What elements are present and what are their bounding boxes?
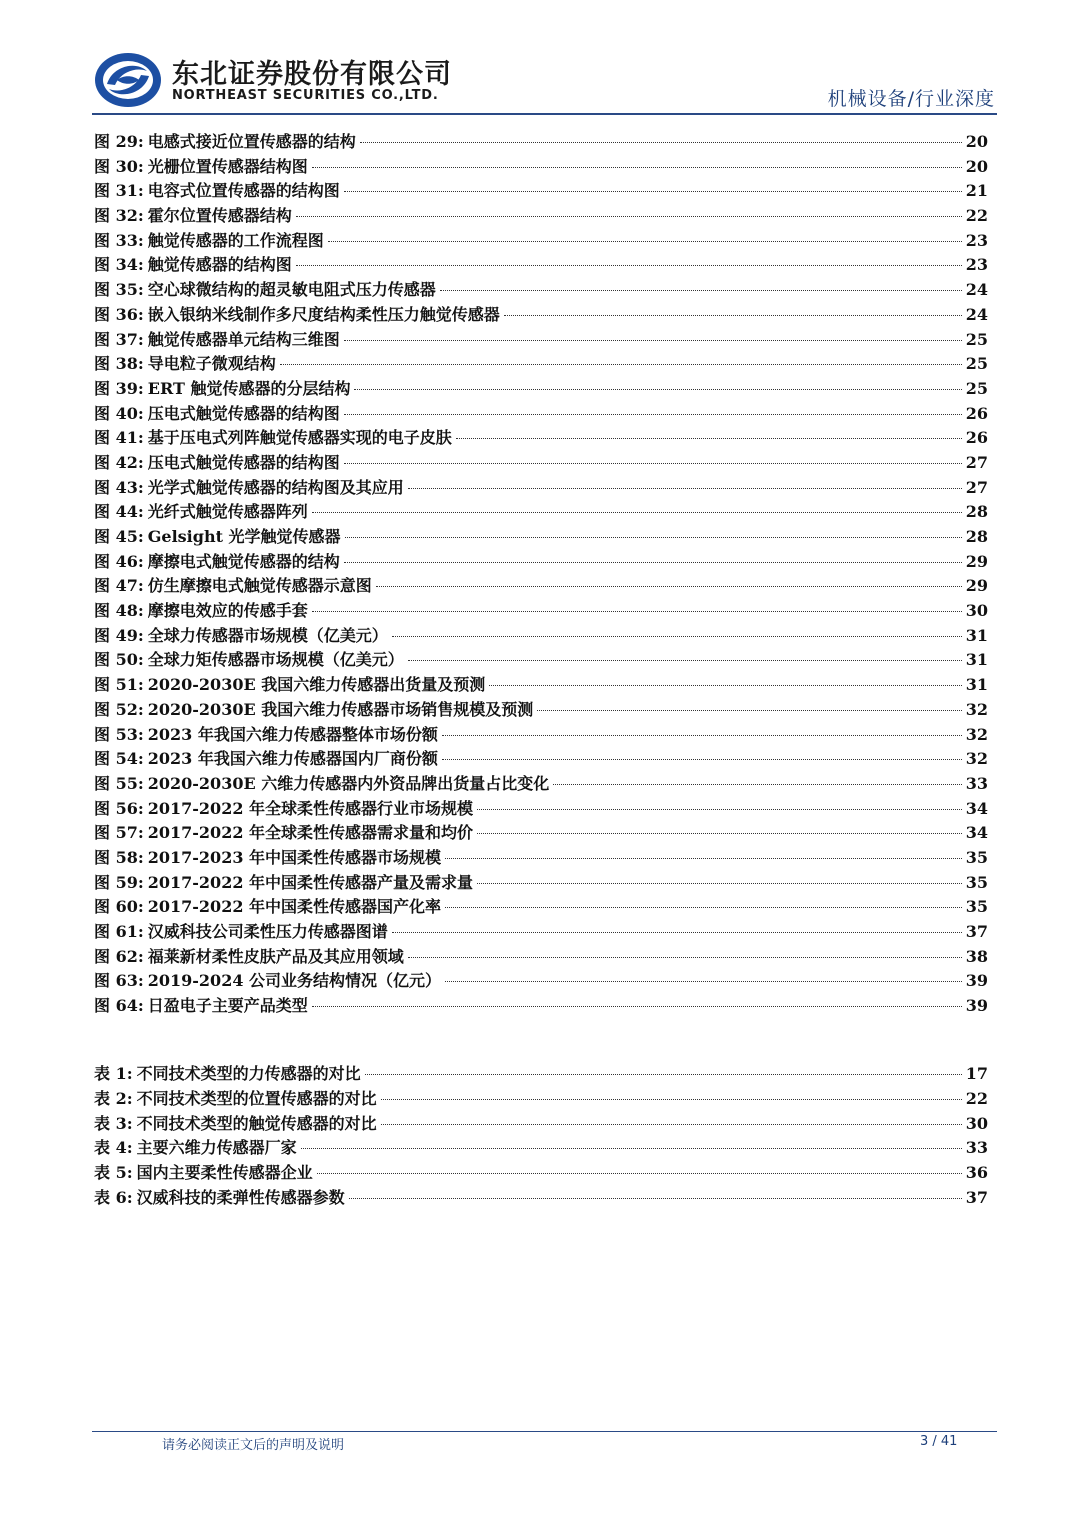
entry-title: 福莱新材柔性皮肤产品及其应用领域 [147,946,404,966]
entry-number: 图 58: [94,847,144,867]
figure-entry[interactable] [94,524,988,549]
figure-entry[interactable] [94,870,988,895]
dot-leader [344,414,962,415]
entry-page-number: 27 [965,452,988,472]
dot-leader [360,142,962,143]
dot-leader [445,858,962,859]
entry-page-number: 27 [965,477,988,497]
entry-page-number: 25 [965,329,988,349]
entry-page-number: 23 [965,230,988,250]
entry-number: 图 47: [94,576,144,596]
entry-title: 电容式位置传感器的结构图 [147,181,340,201]
company-name-cn: 东北证券股份有限公司 [172,59,452,90]
entry-title: 主要六维力传感器厂家 [136,1138,297,1158]
table-list [94,1061,988,1210]
dot-leader [408,660,962,661]
dot-leader [408,957,962,958]
figure-entry[interactable] [94,598,988,623]
entry-title: 基于压电式列阵触觉传感器实现的电子皮肤 [147,428,452,448]
entry-page-number: 24 [965,304,988,324]
entry-page-number: 28 [965,502,988,522]
dot-leader [345,537,962,538]
dot-leader [344,340,962,341]
entry-page-number: 24 [965,280,988,300]
entry-title: 汉威科技的柔弹性传感器参数 [136,1187,345,1207]
dot-leader [445,981,962,982]
figure-list [94,129,988,1018]
dot-leader [312,611,962,612]
dot-leader [301,1148,962,1149]
entry-number: 图 60: [94,897,144,917]
figure-entry[interactable] [94,475,988,500]
entry-title: 空心球微结构的超灵敏电阻式压力传感器 [147,280,436,300]
entry-number: 图 45: [94,527,144,546]
entry-title: 电感式接近位置传感器的结构 [147,132,356,151]
entry-number: 图 56: [94,798,144,818]
entry-number: 图 55: [94,773,144,793]
figure-entry[interactable] [94,499,988,524]
table-entry[interactable] [94,1135,988,1160]
disclaimer-note: 请务必阅读正文后的声明及说明 [162,1438,345,1453]
dot-leader [317,1173,962,1174]
dot-leader [365,1074,962,1075]
footer-divider [92,1431,997,1432]
figure-entry[interactable] [94,228,988,253]
entry-page-number: 20 [965,132,988,151]
dot-leader [344,463,962,464]
figure-entry[interactable] [94,376,988,401]
entry-number: 图 54: [94,749,144,769]
figure-entry[interactable] [94,401,988,426]
dot-leader [477,883,962,884]
figure-entry[interactable] [94,203,988,228]
entry-number: 图 33: [94,230,144,250]
table-entry[interactable] [94,1160,988,1185]
figure-entry[interactable] [94,178,988,203]
entry-number: 图 44: [94,502,144,522]
entry-title: 全球力传感器市场规模（亿美元） [147,625,388,645]
dot-leader [456,438,962,439]
figure-entry[interactable] [94,154,988,179]
figure-entry[interactable] [94,277,988,302]
figure-entry[interactable] [94,672,988,697]
figure-entry[interactable] [94,450,988,475]
entry-page-number: 25 [965,378,988,398]
entry-title: 光栅位置传感器结构图 [147,156,308,176]
entry-title: Gelsight 光学触觉传感器 [147,527,341,546]
table-entry[interactable] [94,1061,988,1086]
entry-page-number: 39 [965,996,988,1016]
dot-leader [312,1006,962,1007]
entry-page-number: 31 [965,650,988,670]
figure-entry[interactable] [94,351,988,376]
entry-page-number: 33 [965,1138,988,1158]
entry-number: 图 62: [94,946,144,966]
dot-leader [354,389,961,390]
entry-title: 压电式触觉传感器的结构图 [147,452,340,472]
entry-title: 压电式触觉传感器的结构图 [147,403,340,423]
entry-title: 导电粒子微观结构 [147,354,276,374]
entry-title: 2020-2030E 我国六维力传感器市场销售规模及预测 [147,699,534,719]
entry-page-number: 37 [965,922,988,941]
entry-page-number: 26 [965,403,988,423]
entry-title: 2020-2030E 六维力传感器内外资品牌出货量占比变化 [147,773,550,793]
entry-title: 光纤式触觉传感器阵列 [147,502,308,522]
entry-number: 表 1: [94,1064,133,1083]
entry-title: 2023 年我国六维力传感器整体市场份额 [147,724,438,744]
entry-number: 图 50: [94,650,144,670]
entry-page-number: 29 [965,576,988,596]
entry-page-number: 35 [965,847,988,867]
page-number: 3 / 41 [920,1434,958,1449]
entry-page-number: 31 [965,675,988,695]
entry-page-number: 32 [965,724,988,744]
table-entry[interactable] [94,1111,988,1136]
figure-entry[interactable] [94,944,988,969]
dot-leader [280,364,962,365]
dot-leader [381,1099,962,1100]
entry-title: 光学式触觉传感器的结构图及其应用 [147,477,404,497]
entry-page-number: 30 [965,1113,988,1133]
entry-title: 2017-2022 年中国柔性传感器国产化率 [147,897,442,917]
figure-entry[interactable] [94,771,988,796]
dot-leader [537,710,962,711]
entry-title: 全球力矩传感器市场规模（亿美元） [147,650,404,670]
dot-leader [477,833,962,834]
entry-number: 图 64: [94,996,144,1016]
dot-leader [445,907,962,908]
figure-entry[interactable] [94,647,988,672]
company-name-en: NORTHEAST SECURITIES CO.,LTD. [172,88,439,103]
figure-entry[interactable] [94,425,988,450]
entry-number: 图 30: [94,156,144,176]
entry-number: 图 61: [94,922,144,941]
dot-leader [392,932,962,933]
figure-entry[interactable] [94,573,988,598]
entry-number: 图 37: [94,329,144,349]
entry-page-number: 21 [965,181,988,201]
dot-leader [328,241,962,242]
figure-entry[interactable] [94,252,988,277]
figure-entry[interactable] [94,623,988,648]
figure-entry[interactable] [94,845,988,870]
figure-entry[interactable] [94,722,988,747]
entry-number: 表 3: [94,1113,133,1133]
entry-page-number: 26 [965,428,988,448]
entry-number: 图 31: [94,181,144,201]
entry-title: 2020-2030E 我国六维力传感器出货量及预测 [147,675,486,695]
entry-number: 图 42: [94,452,144,472]
entry-number: 图 35: [94,280,144,300]
dot-leader [312,167,962,168]
dot-leader [344,191,962,192]
entry-number: 图 53: [94,724,144,744]
figure-entry[interactable] [94,820,988,845]
header-divider [92,113,997,115]
entry-number: 图 57: [94,823,144,843]
entry-number: 表 6: [94,1187,133,1207]
entry-title: 2017-2022 年全球柔性传感器需求量和均价 [147,823,474,843]
entry-number: 表 5: [94,1163,133,1183]
report-section-label: 机械设备/行业深度 [827,88,995,110]
entry-title: 2019-2024 公司业务结构情况（亿元） [147,971,442,991]
dot-leader [312,512,962,513]
entry-number: 图 29: [94,132,144,151]
entry-number: 图 52: [94,699,144,719]
entry-page-number: 17 [965,1064,988,1083]
entry-page-number: 34 [965,823,988,843]
entry-number: 图 40: [94,403,144,423]
entry-title: 摩擦电效应的传感手套 [147,601,308,621]
entry-title: 汉威科技公司柔性压力传感器图谱 [147,922,388,941]
entry-page-number: 22 [965,1088,988,1108]
dot-leader [553,784,962,785]
entry-number: 图 46: [94,551,144,571]
dot-leader [442,759,962,760]
figure-entry[interactable] [94,968,988,993]
entry-page-number: 39 [965,971,988,991]
entry-title: 不同技术类型的力传感器的对比 [136,1064,361,1083]
dot-leader [376,586,962,587]
entry-page-number: 35 [965,897,988,917]
table-entry[interactable] [94,1185,988,1210]
entry-page-number: 34 [965,798,988,818]
figure-entry[interactable] [94,549,988,574]
entry-title: 霍尔位置传感器结构 [147,206,292,226]
entry-number: 图 41: [94,428,144,448]
figure-entry[interactable] [94,697,988,722]
dot-leader [504,315,962,316]
entry-page-number: 38 [965,946,988,966]
entry-number: 图 38: [94,354,144,374]
entry-title: 日盈电子主要产品类型 [147,996,308,1016]
dot-leader [440,290,962,291]
entry-page-number: 29 [965,551,988,571]
entry-number: 图 51: [94,675,144,695]
entry-page-number: 32 [965,749,988,769]
entry-title: 触觉传感器单元结构三维图 [147,329,340,349]
entry-page-number: 23 [965,255,988,275]
dot-leader [296,265,962,266]
entry-title: 国内主要柔性传感器企业 [136,1163,313,1183]
entry-page-number: 36 [965,1163,988,1183]
figure-entry[interactable] [94,302,988,327]
entry-title: 2017-2023 年中国柔性传感器市场规模 [147,847,442,867]
entry-number: 图 49: [94,625,144,645]
entry-page-number: 22 [965,206,988,226]
entry-page-number: 28 [965,527,988,546]
northeast-securities-logo [93,51,163,109]
entry-title: 不同技术类型的触觉传感器的对比 [136,1113,377,1133]
entry-number: 图 36: [94,304,144,324]
dot-leader [477,809,962,810]
entry-number: 图 63: [94,971,144,991]
entry-number: 表 4: [94,1138,133,1158]
entry-number: 图 43: [94,477,144,497]
dot-leader [442,735,962,736]
figure-entry[interactable] [94,894,988,919]
dot-leader [296,216,962,217]
dot-leader [392,636,962,637]
figure-entry[interactable] [94,327,988,352]
entry-title: 触觉传感器的结构图 [147,255,292,275]
entry-number: 图 34: [94,255,144,275]
entry-page-number: 30 [965,601,988,621]
entry-title: 仿生摩擦电式触觉传感器示意图 [147,576,372,596]
entry-title: 不同技术类型的位置传感器的对比 [136,1088,377,1108]
dot-leader [489,685,962,686]
entry-number: 图 59: [94,872,144,892]
entry-number: 图 39: [94,378,144,398]
page-header [0,0,1080,120]
dot-leader [344,562,962,563]
dot-leader [381,1124,962,1125]
entry-title: ERT 触觉传感器的分层结构 [147,378,351,398]
entry-title: 摩擦电式触觉传感器的结构 [147,551,340,571]
figure-entry[interactable] [94,919,988,944]
entry-number: 图 48: [94,601,144,621]
entry-title: 2017-2022 年全球柔性传感器行业市场规模 [147,798,474,818]
entry-number: 图 32: [94,206,144,226]
entry-title: 触觉传感器的工作流程图 [147,230,324,250]
table-entry[interactable] [94,1086,988,1111]
entry-number: 表 2: [94,1088,133,1108]
entry-page-number: 32 [965,699,988,719]
dot-leader [408,488,962,489]
figure-entry[interactable] [94,993,988,1018]
entry-page-number: 35 [965,872,988,892]
entry-page-number: 31 [965,625,988,645]
entry-title: 2017-2022 年中国柔性传感器产量及需求量 [147,872,474,892]
entry-page-number: 33 [965,773,988,793]
dot-leader [349,1198,962,1199]
figure-entry[interactable] [94,129,988,154]
entry-title: 嵌入银纳米线制作多尺度结构柔性压力触觉传感器 [147,304,500,324]
entry-page-number: 20 [965,156,988,176]
entry-title: 2023 年我国六维力传感器国内厂商份额 [147,749,438,769]
entry-page-number: 25 [965,354,988,374]
figure-entry[interactable] [94,796,988,821]
entry-page-number: 37 [965,1187,988,1207]
figure-entry[interactable] [94,746,988,771]
